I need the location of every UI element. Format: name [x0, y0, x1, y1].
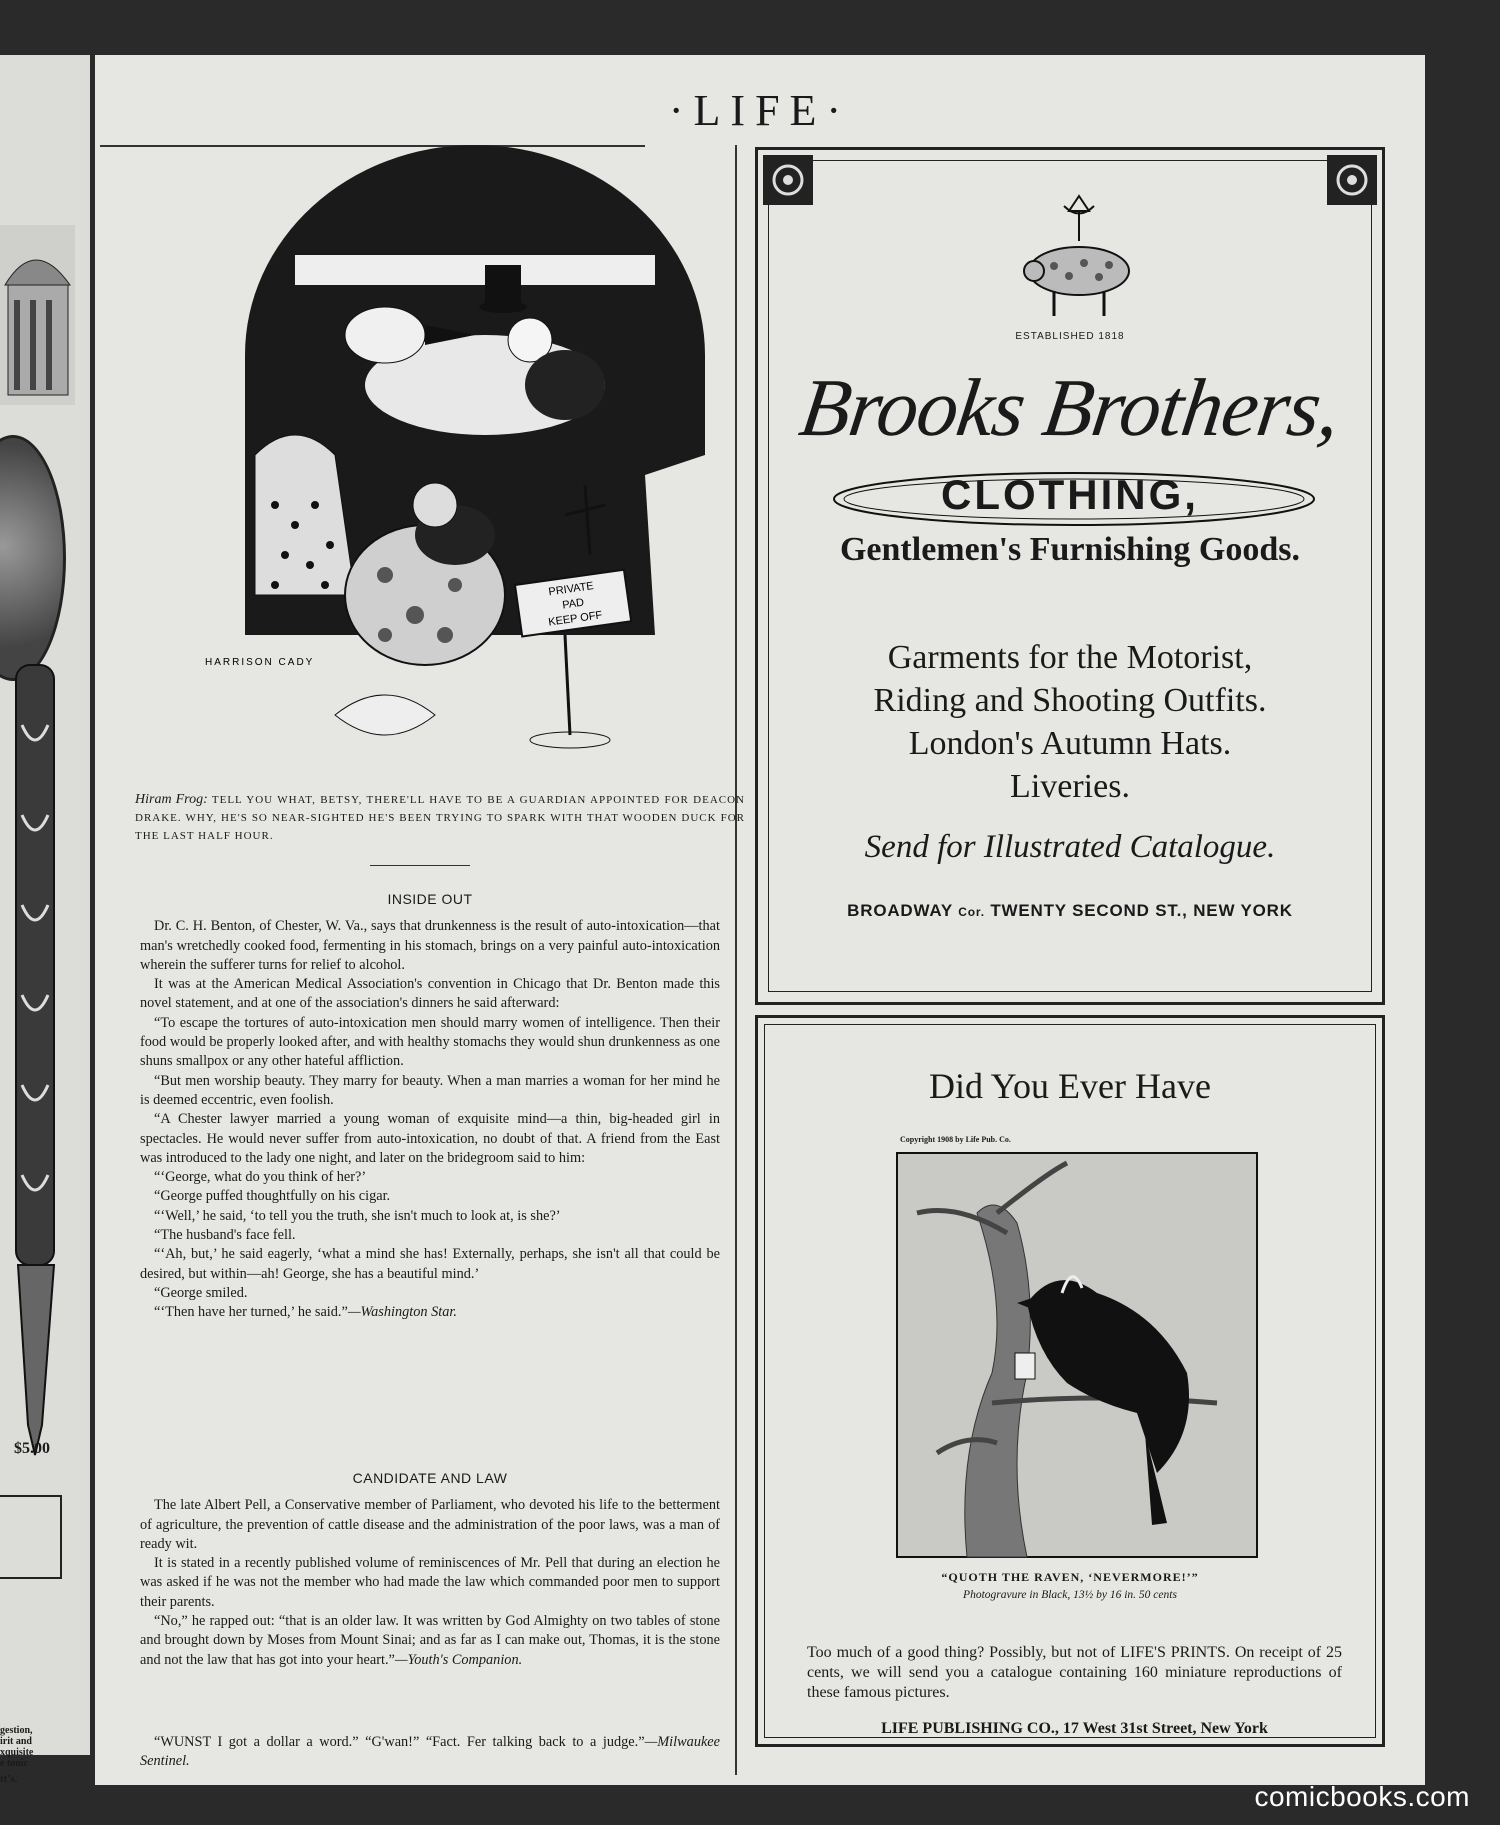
- caption-speaker: Hiram Frog:: [135, 792, 208, 807]
- portrait-medallion: [0, 435, 66, 681]
- article-source: —Milwaukee Sentinel.: [140, 1734, 720, 1770]
- offering-line: Riding and Shooting Outfits.: [873, 682, 1267, 719]
- paragraph: “‘George, what do you think of her?’: [154, 1169, 367, 1186]
- furnishing-goods-heading: Gentlemen's Furnishing Goods.: [839, 531, 1300, 568]
- article-title: INSIDE OUT: [387, 891, 473, 907]
- paragraph: “George smiled.: [154, 1284, 248, 1301]
- cropped-ad-text: gestion, irit and xquisite e tonic: [0, 1725, 34, 1769]
- magazine-page: [95, 55, 1425, 1785]
- paragraph-text: “WUNST I got a dollar a word.” “G'wan!” “Fact. Fer talking back to a judge.”: [154, 1734, 645, 1750]
- article-source: —Youth's Companion.: [394, 1651, 523, 1668]
- paragraph: “‘Well,’ he said, ‘to tell you the truth, she isn't much to look at, is she?’: [154, 1207, 561, 1224]
- offering-line: London's Autumn Hats.: [908, 725, 1232, 762]
- ad-offerings: [769, 636, 1371, 808]
- offering-line: Liveries.: [1010, 768, 1130, 805]
- ornament-corner-icon: [763, 155, 813, 205]
- clothing-heading: CLOTHING,: [941, 471, 1199, 518]
- paragraph: “A Chester lawyer married a young woman of exquisite mind—a thin, big-headed girl in spectacles. He would never suffer from auto-intoxication, no doubt of that. A friend from the East was introduced to the lady one night, and later on the bridegroom said to him:: [140, 1111, 720, 1166]
- sign-line-3: KEEP OFF: [547, 609, 603, 629]
- fountain-pen-illustration: [8, 665, 64, 1455]
- raven-print-illustration: [897, 1153, 1257, 1557]
- ornament-corner-icon: [1327, 155, 1377, 205]
- address-cross: TWENTY SECOND ST., NEW YORK: [990, 901, 1293, 920]
- ad-headline: Did You Ever Have: [929, 1066, 1211, 1106]
- article-title: CANDIDATE AND LAW: [352, 1470, 508, 1486]
- paragraph: [140, 1612, 720, 1670]
- small-ad-box: [0, 1495, 62, 1579]
- print-title: “QUOTH THE RAVEN, ‘NEVERMORE!’”: [941, 1570, 1199, 1584]
- paragraph: “‘Ah, but,’ he said eagerly, ‘what a mind she has! Externally, perhaps, she isn't all that could be desired, but within—ah! George, she has a beautiful mind.’: [140, 1246, 720, 1282]
- paragraph: Dr. C. H. Benton, of Chester, W. Va., says that drunkenness is the result of auto-intoxication—that man's wretchedly cooked food, fermenting in his stomach, brings on a very painful auto-intoxication wherein the sufferer turns for relief to alcohol.: [140, 918, 720, 973]
- top-rule: [100, 145, 645, 147]
- paragraph: “But men worship beauty. They marry for beauty. When a man marries a woman for her mind he is deemed eccentric, even foolish.: [140, 1072, 720, 1108]
- paragraph: [140, 1733, 720, 1772]
- paragraph: “George puffed thoughtfully on his cigar.: [154, 1188, 391, 1205]
- building-illustration: [0, 225, 75, 405]
- paragraph: [140, 1303, 720, 1322]
- pen-price: $5.00: [14, 1440, 50, 1457]
- catalogue-offer: Send for Illustrated Catalogue.: [864, 829, 1276, 865]
- ad-inner-border: [764, 1024, 1376, 1738]
- cartoon-signature: HARRISON CADY: [205, 657, 315, 668]
- copyright-line: Copyright 1908 by Life Pub. Co.: [900, 1135, 1011, 1144]
- cartoon-caption: [135, 791, 745, 845]
- life-prints-ad: [755, 1015, 1385, 1747]
- paragraph: “To escape the tortures of auto-intoxication men should marry women of intelligence. Then their food would be properly looked after, and with healthy stomachs they would shun drunkenness as one shuns smallpox or any other hateful affliction.: [140, 1014, 720, 1070]
- established-label: ESTABLISHED 1818: [1015, 331, 1125, 342]
- site-watermark: comicbooks.com: [1254, 1781, 1470, 1812]
- address-street: BROADWAY: [847, 901, 953, 920]
- caption-text: TELL YOU WHAT, BETSY, THERE'LL HAVE TO BE A GUARDIAN APPOINTED FOR DEACON DRAKE. WHY, HE'S SO NEAR-SIGHTED HE'S BEEN TRYING TO SPARK WITH THAT WOODEN DUCK FOR THE LAST HALF HOUR.: [135, 794, 746, 842]
- paragraph: It was at the American Medical Association's convention in Chicago that Dr. Benton made this novel statement, and at one of the association's dinners he said afterward:: [140, 976, 720, 1012]
- store-address: [769, 901, 1371, 921]
- publisher-address: LIFE PUBLISHING CO., 17 West 31st Street, New York: [881, 1720, 1268, 1737]
- paragraph-text: “No,” he rapped out: “that is an older law. It was written by God Almighty on two tables of stone and brought down by Moses from Mount Sinai; and as far as I can make out, Thomas, it is the stone and not the law that has got into your heart.”: [140, 1613, 720, 1668]
- article-source: —Washington Star.: [347, 1304, 457, 1321]
- frog-and-duck-cartoon: [185, 155, 745, 795]
- separator-rule: [370, 865, 470, 866]
- print-details: Photogravure in Black, 13½ by 16 in. 50 cents: [963, 1589, 1177, 1601]
- paragraph: “The husband's face fell.: [154, 1227, 296, 1244]
- left-page-fragment: [0, 55, 90, 1785]
- paragraph-text: “‘Then have her turned,’ he said.”: [154, 1304, 348, 1321]
- offering-line: Garments for the Motorist,: [887, 639, 1253, 676]
- brooks-brothers-ad: [755, 147, 1385, 1005]
- address-cor: Cor.: [958, 905, 985, 919]
- article-candidate-and-law: [140, 1469, 720, 1670]
- golden-fleece-icon: [1014, 191, 1144, 331]
- ad-body-text: Too much of a good thing? Possibly, but not of LIFE'S PRINTS. On receipt of 25 cents, we will send you a catalogue containing 160 miniature reproductions of these famous pictures.: [807, 1644, 1342, 1701]
- paragraph: The late Albert Pell, a Conservative member of Parliament, who devoted his life to the betterment of agriculture, the prevention of cattle disease and the administration of the poor laws, was a man of ready wit.: [140, 1497, 720, 1552]
- sign-line-1: PRIVATE: [547, 580, 595, 599]
- brooks-brothers-logotype: Brooks Brothers,: [794, 362, 1346, 453]
- paragraph: It is stated in a recently published volume of reminiscences of Mr. Pell that during an election he was asked if he was not the member who had made the law which commanded poor men to support their parents.: [140, 1555, 720, 1610]
- article-inside-out: [140, 890, 720, 1323]
- article-wunst: [140, 1733, 720, 1772]
- cropped-ad-text-2: tt's.: [0, 1773, 18, 1785]
- ad-inner-border: [768, 160, 1372, 992]
- sign-line-2: PAD: [561, 596, 585, 612]
- masthead: ·LIFE·: [668, 86, 852, 135]
